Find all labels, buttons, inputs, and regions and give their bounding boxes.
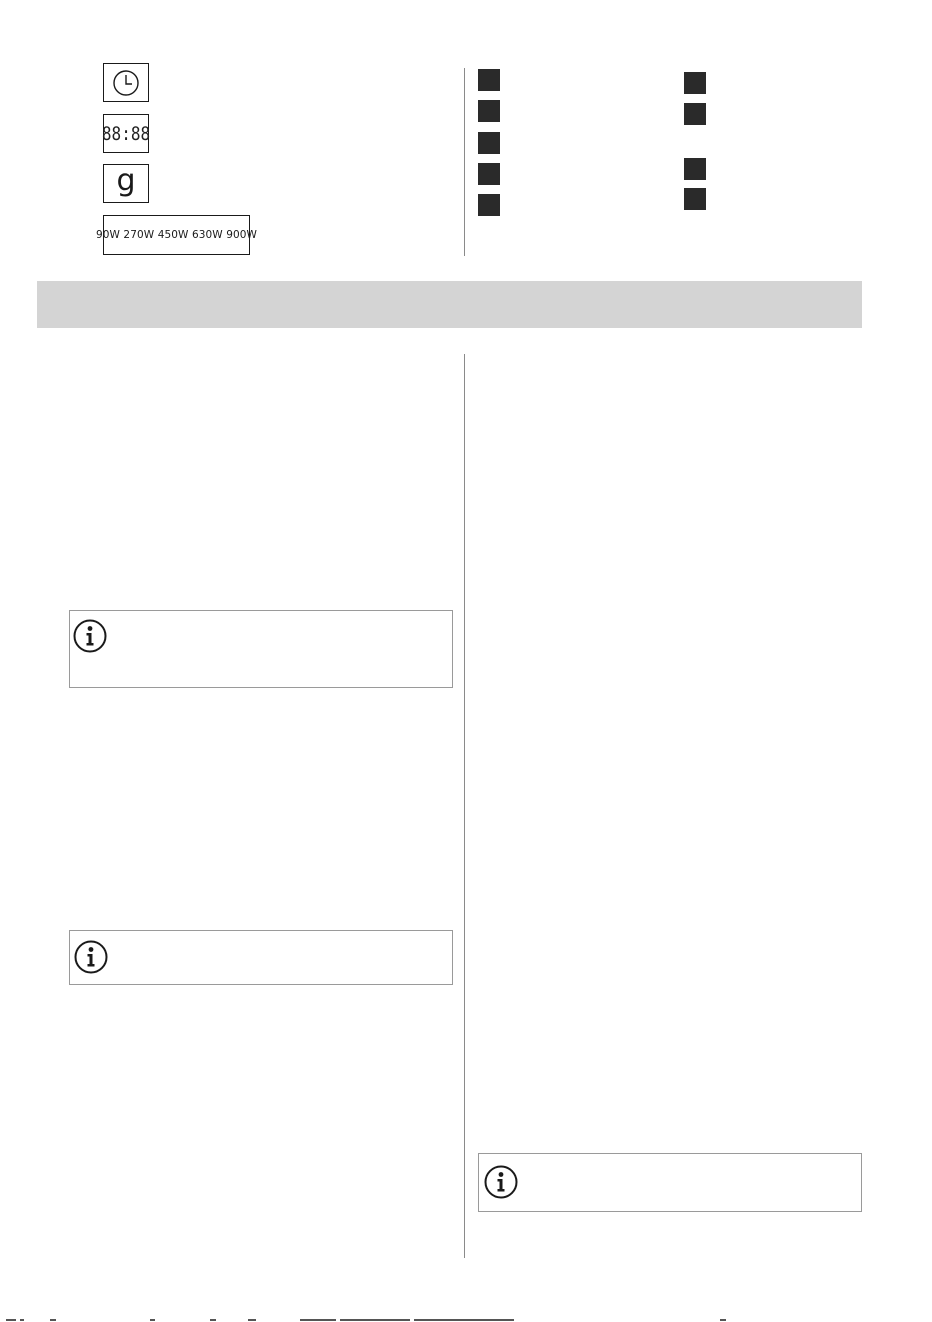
info-note-2	[69, 930, 453, 985]
marker-square	[478, 194, 500, 216]
weight-symbol-box	[103, 164, 149, 203]
display-digits: 88:88	[101, 122, 151, 145]
info-icon	[74, 940, 108, 974]
marker-square	[478, 163, 500, 185]
marker-square	[684, 72, 706, 94]
marker-square	[684, 188, 706, 210]
display-symbol-box	[103, 114, 149, 153]
power-levels-box	[95, 215, 258, 255]
power-levels-text: 90W 270W 450W 630W 900W	[95, 229, 258, 241]
body-column-divider	[464, 354, 465, 1258]
info-icon	[484, 1165, 518, 1199]
marker-square	[684, 103, 706, 125]
marker-square	[478, 132, 500, 154]
info-note-3	[478, 1153, 862, 1212]
section-header-band	[37, 281, 862, 328]
info-icon	[73, 619, 107, 653]
weight-letter: g	[116, 162, 136, 198]
top-column-divider	[464, 68, 465, 256]
marker-square	[684, 158, 706, 180]
clock-icon	[112, 69, 140, 97]
info-note-1	[69, 610, 453, 688]
marker-square	[478, 100, 500, 122]
clipped-footer-strip	[0, 1318, 932, 1322]
marker-square	[478, 69, 500, 91]
clock-symbol-box	[103, 63, 149, 102]
